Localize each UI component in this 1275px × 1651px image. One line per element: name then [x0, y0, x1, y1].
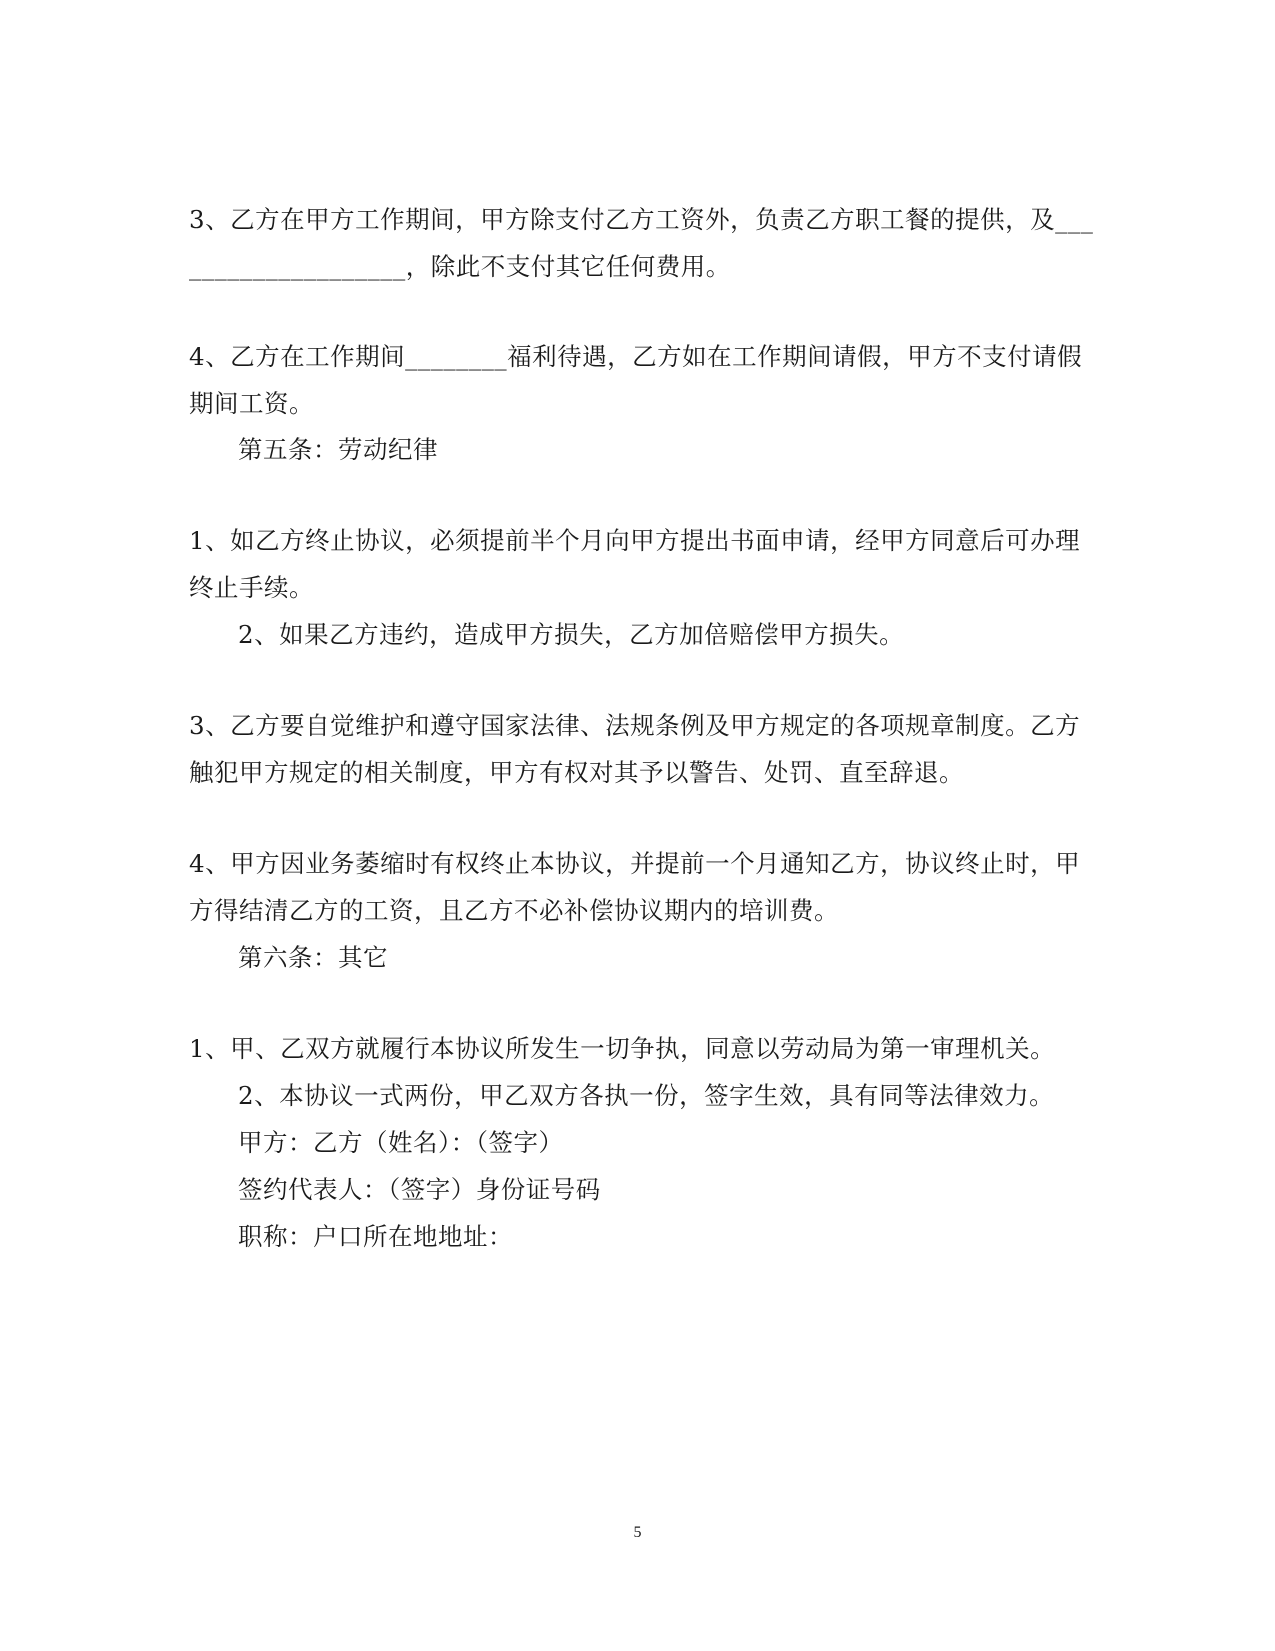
clause-4-line-2: 期间工资。: [189, 389, 314, 418]
discipline-3-line-1: 3、乙方要自觉维护和遵守国家法律、法规条例及甲方规定的各项规章制度。乙方: [189, 711, 1081, 740]
clause-4-line-1: 4、乙方在工作期间________福利待遇，乙方如在工作期间请假，甲方不支付请假: [189, 342, 1083, 371]
signature-parties: 甲方：乙方（姓名）：（签字）: [238, 1128, 564, 1157]
other-2: 2、本协议一式两份，甲乙双方各执一份，签字生效，具有同等法律效力。: [238, 1081, 1055, 1110]
discipline-4-line-1: 4、甲方因业务萎缩时有权终止本协议，并提前一个月通知乙方，协议终止时，甲: [189, 849, 1081, 878]
discipline-4-line-2: 方得结清乙方的工资，且乙方不必补偿协议期内的培训费。: [189, 896, 839, 925]
clause-3-line-1: 3、乙方在甲方工作期间，甲方除支付乙方工资外，负责乙方职工餐的提供，及___: [189, 205, 1094, 234]
clause-3-line-2: _________________，除此不支付其它任何费用。: [189, 252, 731, 281]
other-1: 1、甲、乙双方就履行本协议所发生一切争执，同意以劳动局为第一审理机关。: [189, 1034, 1056, 1063]
discipline-2: 2、如果乙方违约，造成甲方损失，乙方加倍赔偿甲方损失。: [238, 620, 905, 649]
signature-title-address: 职称：户口所在地地址：: [238, 1222, 513, 1251]
signature-representative: 签约代表人：（签字）身份证号码: [238, 1175, 601, 1204]
section-heading-article-6: 第六条：其它: [238, 943, 388, 972]
discipline-1-line-1: 1、如乙方终止协议，必须提前半个月向甲方提出书面申请，经甲方同意后可办理: [189, 526, 1081, 555]
section-heading-article-5: 第五条：劳动纪律: [238, 435, 438, 464]
page-number: 5: [633, 1524, 642, 1541]
discipline-3-line-2: 触犯甲方规定的相关制度，甲方有权对其予以警告、处罚、直至辞退。: [189, 758, 964, 787]
discipline-1-line-2: 终止手续。: [189, 573, 314, 602]
